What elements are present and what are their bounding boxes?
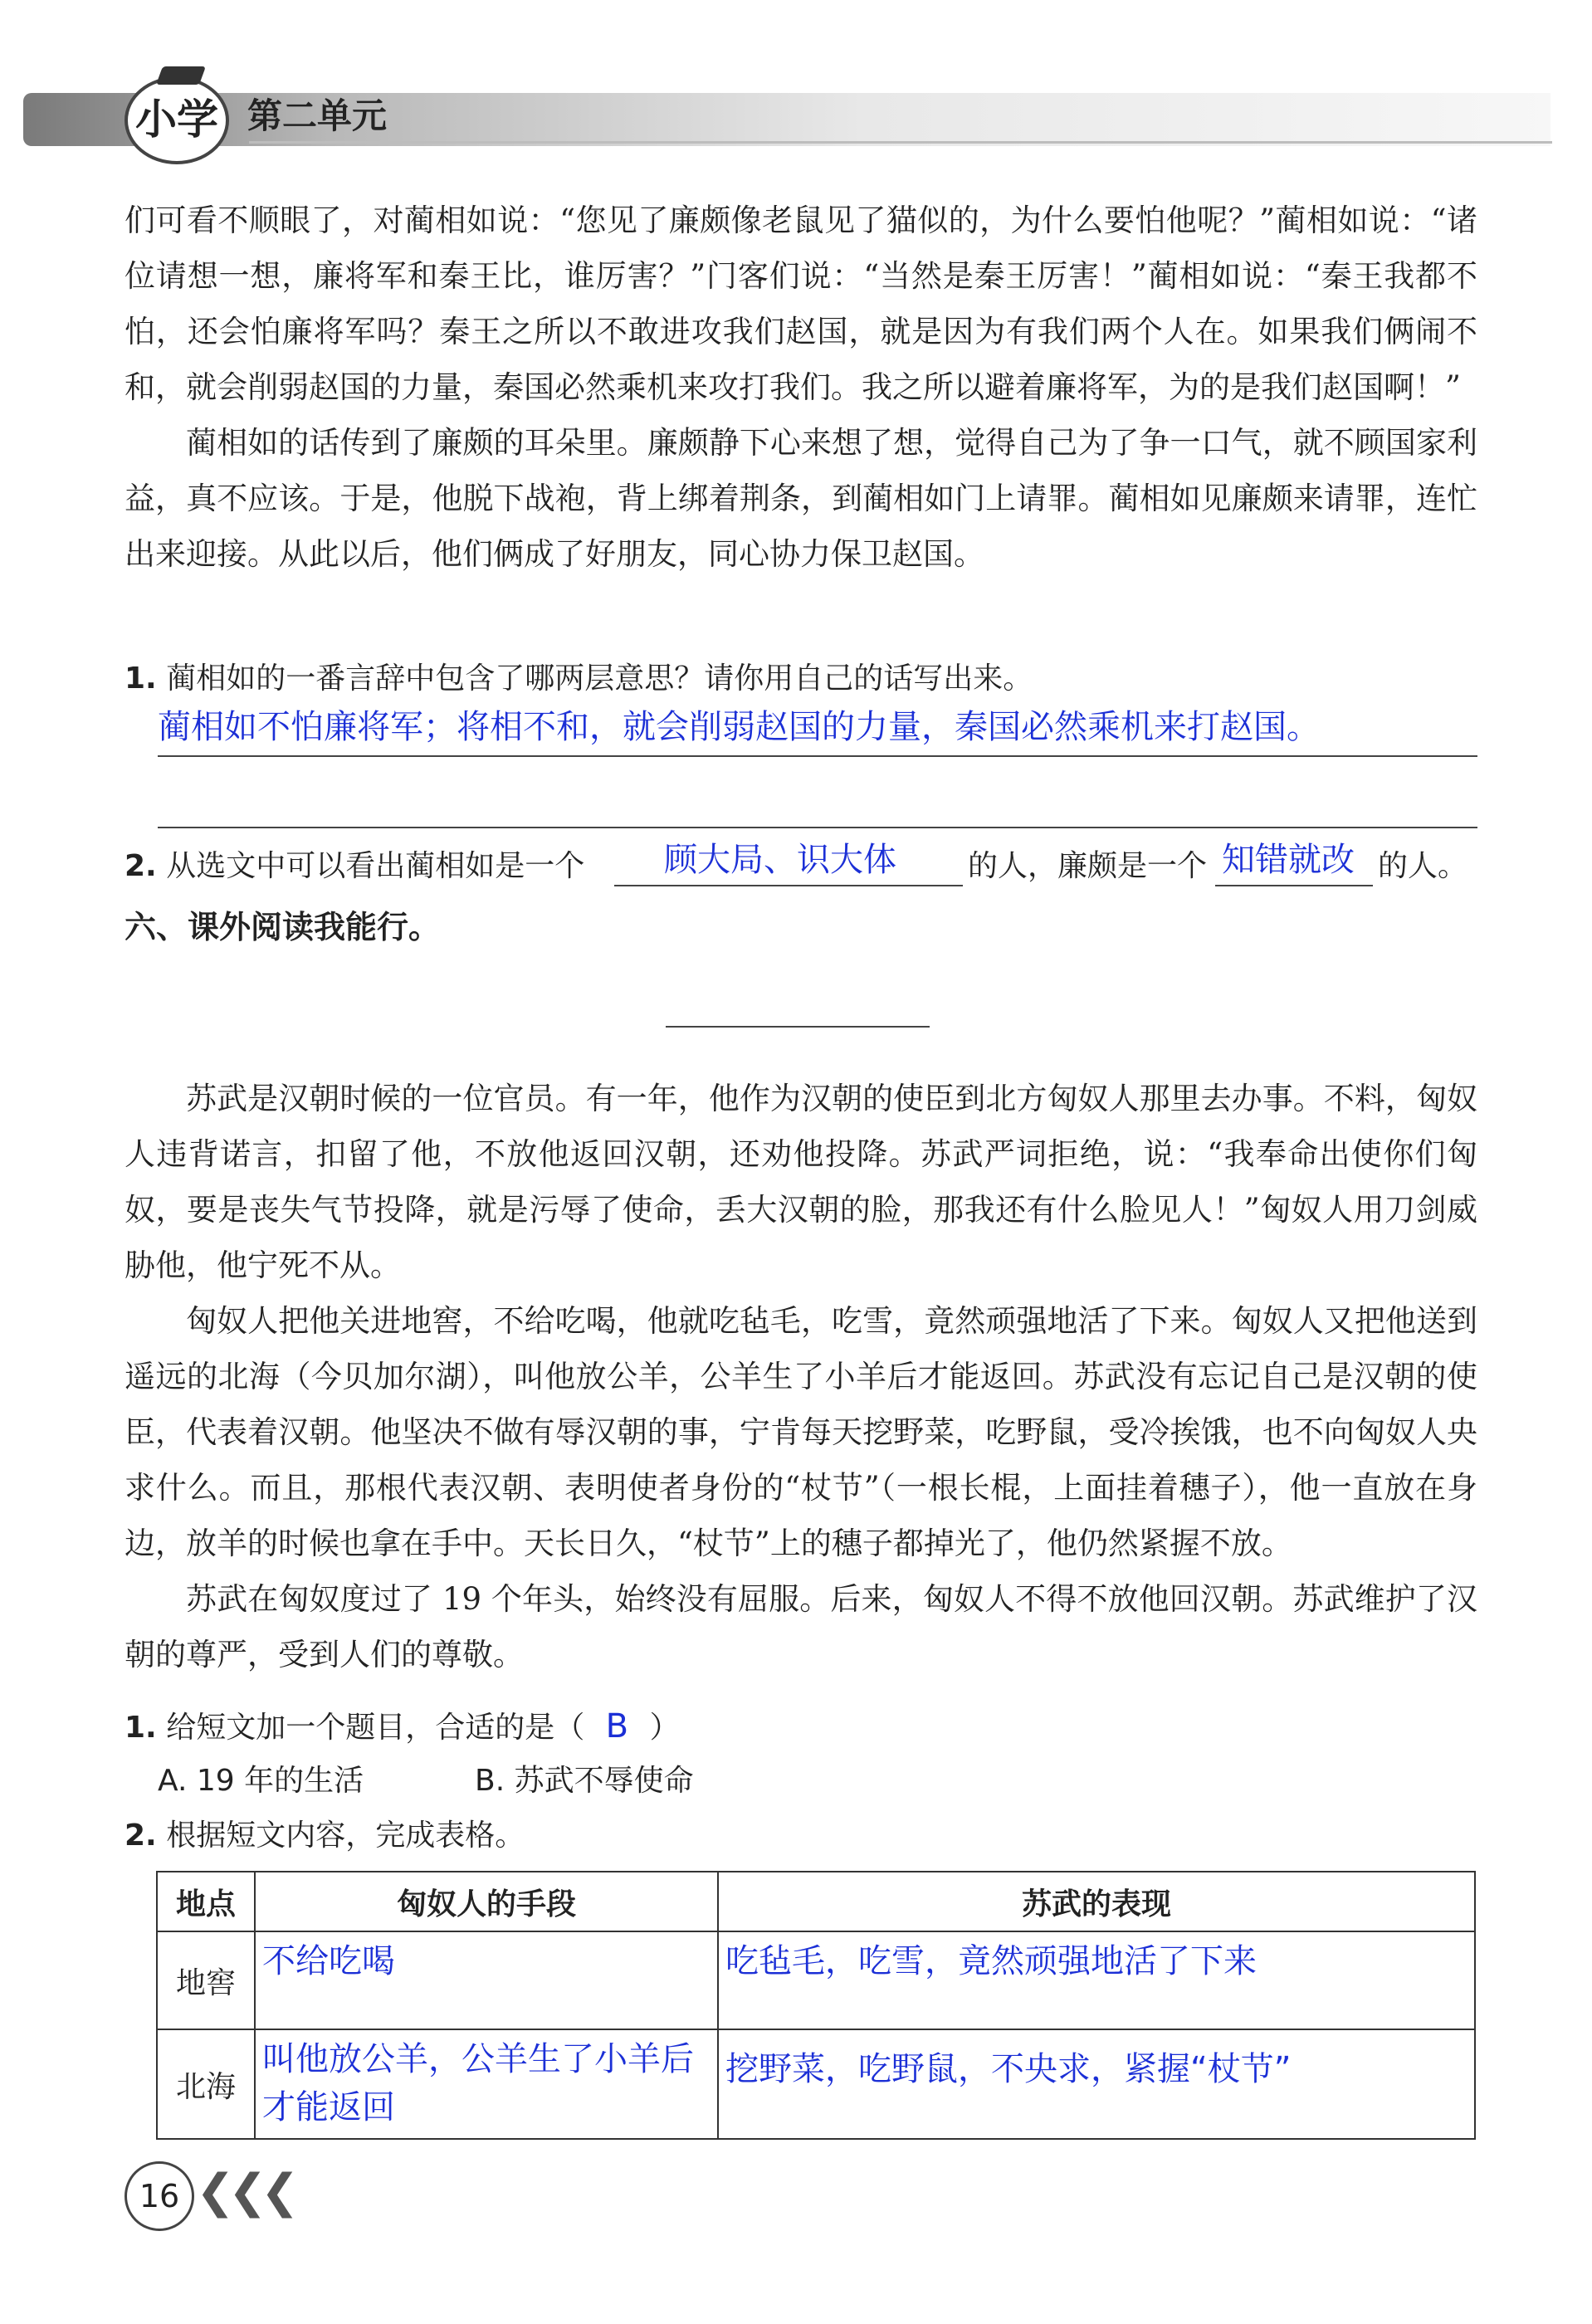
row-2-response[interactable]: 挖野菜，吃野鼠，不央求，紧握“杖节”: [718, 2029, 1475, 2139]
unit-title: 第二单元: [247, 95, 388, 136]
header-rule: [249, 141, 1552, 144]
question-2: [125, 842, 584, 891]
graduation-cap-icon: [156, 66, 206, 85]
option-b: B. 苏武不辱使命: [475, 1764, 694, 1798]
logo-text: 小学: [135, 95, 218, 144]
question-2-answer-b[interactable]: 知错就改: [1222, 841, 1355, 879]
title-blank-line: [666, 1026, 930, 1028]
question-4-text: 根据短文内容，完成表格。: [166, 1819, 525, 1853]
row-1-place: 地窖: [157, 1931, 255, 2029]
row-2-means[interactable]: 叫他放公羊，公羊生了小羊后才能返回: [255, 2029, 718, 2139]
question-2-number: 2.: [125, 849, 157, 883]
passage-1-paragraph-1: 们可看不顺眼了，对蔺相如说：“您见了廉颇像老鼠见了猫似的，为什么要怕他呢？”蔺相如说：“诸位请想一想，廉将军和秦王比，谁厉害？”门客们说：“当然是秦王厉害！”蔺相如说：“秦王我都不怕，还会怕廉将军吗？秦王之所以不敢进攻我们赵国，就是因为有我们两个人在。如果我们俩闹不和，就会削弱赵国的力量，秦国必然乘机来攻打我们。我之所以避着廉将军，为的是我们赵国啊！”: [125, 203, 1477, 405]
blank-line-a: [614, 885, 963, 886]
passage-2-paragraph-1: 苏武是汉朝时候的一位官员。有一年，他作为汉朝的使臣到北方匈奴人那里去办事。不料，匈奴人违背诺言，扣留了他，不放他返回汉朝，还劝他投降。苏武严词拒绝，说：“我奉命出使你们匈奴，要是丧失气节投降，就是污辱了使命，丢大汉朝的脸，那我还有什么脸见人！”匈奴人用刀剑威胁他，他宁死不从。: [125, 1081, 1477, 1283]
answer-line-1: [158, 755, 1477, 757]
row-2-place: 北海: [157, 2029, 255, 2139]
question-1-number: 1.: [125, 662, 157, 696]
table-row: [157, 1931, 1475, 2029]
question-2-answer-a[interactable]: 顾大局、识大体: [664, 841, 896, 879]
question-2-text-a: 从选文中可以看出蔺相如是一个: [166, 849, 585, 883]
question-4: [125, 1811, 525, 1861]
page-arrows-icon: ❮❮❮: [196, 2165, 293, 2219]
header-response: 苏武的表现: [718, 1872, 1475, 1931]
option-a: A. 19 年的生活: [158, 1764, 364, 1798]
header-means: 匈奴人的手段: [255, 1872, 718, 1931]
response-table: [156, 1871, 1476, 2140]
question-3-text-b: ）: [649, 1711, 680, 1745]
page-number: 16: [125, 2161, 194, 2231]
row-1-response[interactable]: 吃毡毛，吃雪，竟然顽强地活了下来: [718, 1931, 1475, 2029]
question-3: [125, 1702, 680, 1753]
answer-line-2: [158, 827, 1477, 828]
question-1-answer[interactable]: 蔺相如不怕廉将军；将相不和，就会削弱赵国的力量，秦国必然乘机来打赵国。: [158, 708, 1320, 746]
passage-1-paragraph-2: 蔺相如的话传到了廉颇的耳朵里。廉颇静下心来想了想，觉得自己为了争一口气，就不顾国家利益，真不应该。于是，他脱下战袍，背上绑着荆条，到蔺相如门上请罪。蔺相如见廉颇来请罪，连忙出来迎接。从此以后，他们俩成了好朋友，同心协力保卫赵国。: [125, 425, 1477, 572]
passage-2-paragraph-3: 苏武在匈奴度过了 19 个年头，始终没有屈服。后来，匈奴人不得不放他回汉朝。苏武维护了汉朝的尊严，受到人们的尊敬。: [125, 1581, 1477, 1672]
question-1: [125, 654, 1033, 704]
passage-2: [125, 1071, 1477, 1682]
passage-2-paragraph-2: 匈奴人把他关进地窖，不给吃喝，他就吃毡毛，吃雪，竟然顽强地活了下来。匈奴人又把他送到遥远的北海（今贝加尔湖），叫他放公羊，公羊生了小羊后才能返回。苏武没有忘记自己是汉朝的使臣，代表着汉朝。他坚决不做有辱汉朝的事，宁肯每天挖野菜，吃野鼠，受冷挨饿，也不向匈奴人央求什么。而且，那根代表汉朝、表明使者身份的“杖节”（一根长棍，上面挂着穗子），他一直放在身边，放羊的时候也拿在手中。天长日久，“杖节”上的穗子都掉光了，他仍然紧握不放。: [125, 1303, 1477, 1561]
question-3-number: 1.: [125, 1711, 157, 1745]
question-1-text: 蔺相如的一番言辞中包含了哪两层意思？请你用自己的话写出来。: [166, 662, 1033, 696]
passage-1: [125, 193, 1477, 582]
table-header-row: [157, 1872, 1475, 1931]
row-1-means[interactable]: 不给吃喝: [255, 1931, 718, 2029]
question-2-text-b: 的人，廉颇是一个: [968, 849, 1208, 883]
table-row: [157, 2029, 1475, 2139]
question-2-text-c: 的人。: [1378, 849, 1468, 883]
header-place: 地点: [157, 1872, 255, 1931]
question-3-answer[interactable]: B: [605, 1707, 629, 1745]
question-4-number: 2.: [125, 1819, 157, 1853]
section-6-title: 六、课外阅读我能行。: [125, 909, 441, 945]
blank-line-b: [1215, 885, 1373, 886]
question-3-text-a: 给短文加一个题目，合适的是（: [166, 1711, 585, 1745]
